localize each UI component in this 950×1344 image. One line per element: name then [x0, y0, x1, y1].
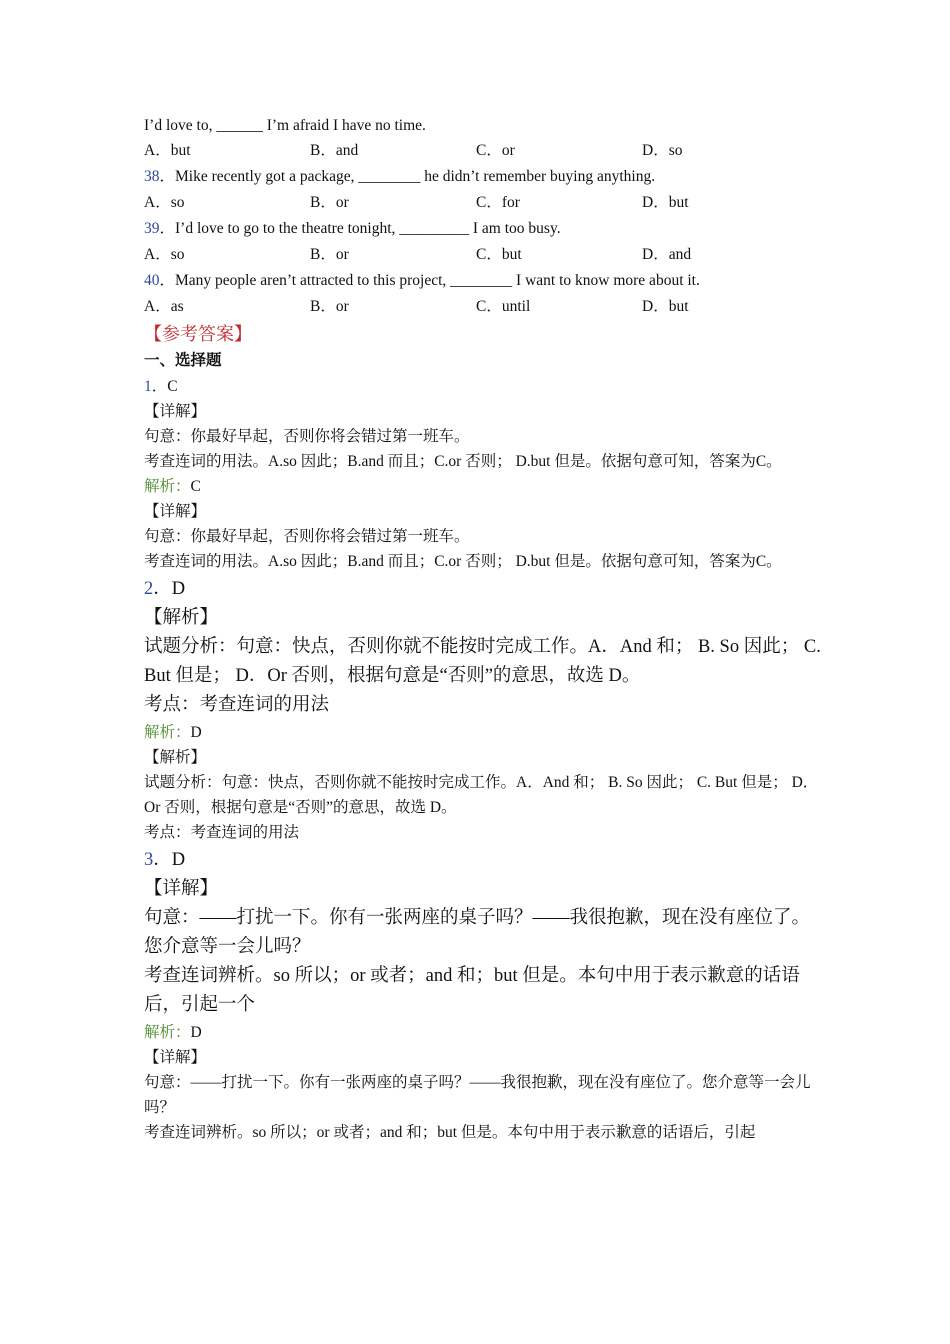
option-d: D．but	[642, 298, 689, 315]
option-b: B．or	[310, 246, 349, 263]
question-38-options	[144, 190, 824, 216]
answer-1: 1．C	[144, 378, 178, 395]
analysis-text: 试题分析：句意：快点，否则你就不能按时完成工作。A．And 和； B. So 因此； C. But 但是； D．Or 否则，根据句意是“否则”的意思，故选 D。	[144, 774, 819, 816]
sentence-meaning: 句意：你最好早起，否则你将会错过第一班车。	[144, 528, 470, 545]
option-a: A．as	[144, 298, 184, 315]
detail-label: 【详解】	[144, 1049, 207, 1066]
question-number: 38	[144, 168, 160, 185]
option-b: B．or	[310, 194, 349, 211]
detail-label: 【详解】	[144, 503, 207, 520]
option-c: C．or	[476, 142, 515, 159]
analysis-text: 试题分析：句意：快点，否则你就不能按时完成工作。A．And 和； B. So 因此； C. But 但是； D．Or 否则，根据句意是“否则”的意思，故选 D。	[144, 637, 821, 686]
option-c: C．but	[476, 246, 522, 263]
sentence-meaning: 句意：你最好早起，否则你将会错过第一班车。	[144, 428, 470, 445]
option-d: D．and	[642, 246, 692, 263]
analysis-text: 考查连词辨析。so 所以；or 或者；and 和；but 但是。本句中用于表示歉意的话语后，引起	[144, 1124, 756, 1141]
question-37-text: I’d love to, ______ I’m afraid I have no time.	[144, 117, 426, 134]
question-37-options	[144, 138, 824, 164]
option-b: B．and	[310, 142, 359, 159]
kaodian-text: 考点：考查连词的用法	[144, 695, 330, 715]
detail-label: 【详解】	[144, 403, 207, 420]
detail-label: 【详解】	[144, 879, 219, 899]
answer-3: 3．D	[144, 850, 186, 870]
answer-number: 1	[144, 378, 152, 395]
option-d: D．but	[642, 194, 689, 211]
kaodian-text: 考点：考查连词的用法	[144, 824, 300, 841]
jiexi-header: 【解析】	[144, 608, 219, 628]
option-c: C．for	[476, 194, 520, 211]
jiexi-line: 解析：D	[144, 1024, 202, 1041]
sentence-meaning: 句意：——打扰一下。你有一张两座的桌子吗？——我很抱歉，现在没有座位了。您介意等一会儿吗？	[144, 1074, 811, 1116]
jiexi-line: 解析：D	[144, 724, 202, 741]
question-38-text: 38．Mike recently got a package, ________ he didn’t remember buying anything.	[144, 168, 656, 185]
analysis-text: 考查连词的用法。A.so 因此；B.and 而且；C.or 否则； D.but 但是。依据句意可知，答案为C。	[144, 553, 782, 570]
question-number: 39	[144, 220, 160, 237]
question-39-options	[144, 242, 824, 268]
sentence-meaning: 句意：——打扰一下。你有一张两座的桌子吗？——我很抱歉，现在没有座位了。您介意等一会儿吗？	[144, 908, 811, 957]
question-40-text: 40．Many people aren’t attracted to this project, ________ I want to know more about it.	[144, 272, 700, 289]
option-a: A．but	[144, 142, 191, 159]
analysis-text: 考查连词的用法。A.so 因此；B.and 而且；C.or 否则； D.but 但是。依据句意可知，答案为C。	[144, 453, 782, 470]
option-a: A．so	[144, 194, 185, 211]
answer-number: 2	[144, 579, 154, 599]
question-number: 40	[144, 272, 160, 289]
jiexi-header: 【解析】	[144, 749, 207, 766]
option-c: C．until	[476, 298, 531, 315]
answer-2: 2．D	[144, 579, 186, 599]
document-content	[144, 114, 824, 1145]
option-a: A．so	[144, 246, 185, 263]
analysis-text: 考查连词辨析。so 所以；or 或者；and 和；but 但是。本句中用于表示歉意的话语后，引起一个	[144, 966, 800, 1015]
option-b: B．or	[310, 298, 349, 315]
section-title: 一、选择题	[144, 352, 222, 369]
answer-number: 3	[144, 850, 154, 870]
question-39-text: 39．I’d love to go to the theatre tonight, _________ I am too busy.	[144, 220, 561, 237]
answers-header: 【参考答案】	[144, 324, 252, 344]
option-d: D．so	[642, 142, 683, 159]
question-40-options	[144, 294, 824, 320]
jiexi-line: 解析：C	[144, 478, 201, 495]
